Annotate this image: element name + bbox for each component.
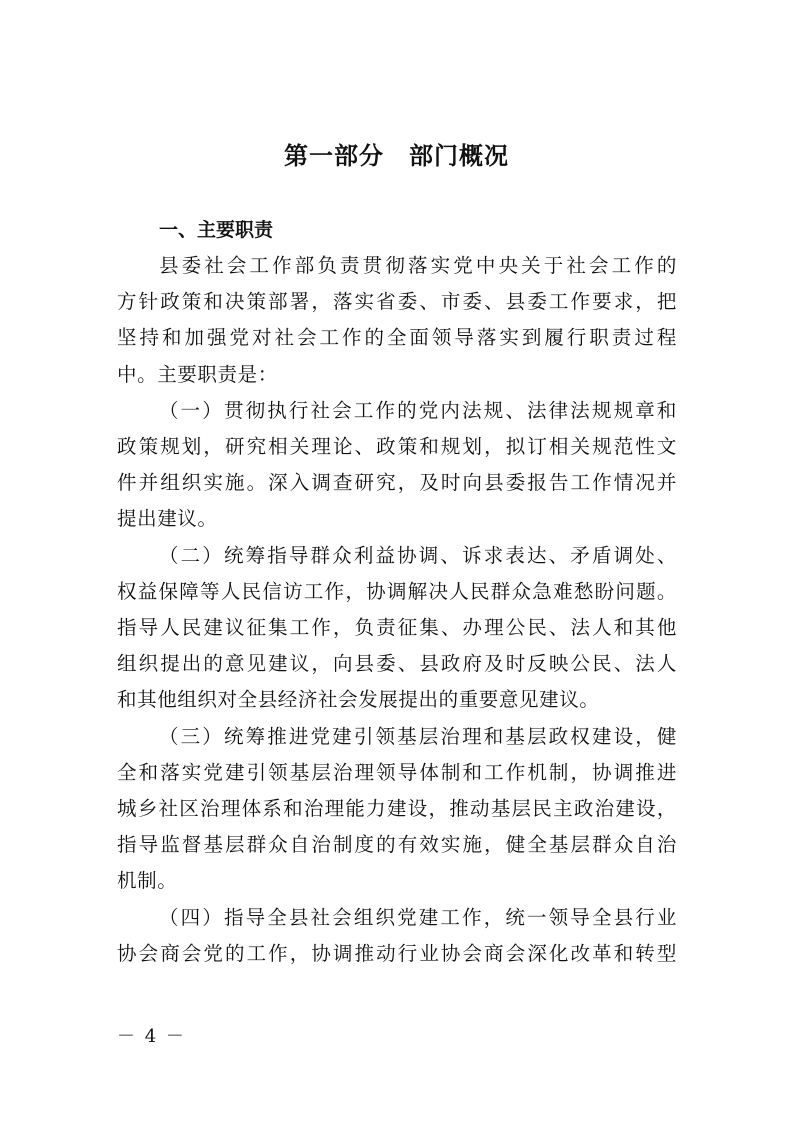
paragraph-line: 提出建议。 bbox=[117, 507, 218, 531]
paragraph-line: 权益保障等人民信访工作，协调解决人民群众急难愁盼问题。 bbox=[117, 579, 677, 603]
document-body bbox=[117, 212, 677, 972]
paragraph-line: 协会商会党的工作，协调推动行业协会商会深化改革和转型 bbox=[117, 941, 677, 965]
paragraph-line: 指导人民建议征集工作，负责征集、办理公民、法人和其他 bbox=[117, 616, 677, 640]
paragraph-line: 政策规划，研究相关理论、政策和规划，拟订相关规范性文 bbox=[117, 435, 677, 459]
paragraph-line: 城乡社区治理体系和治理能力建设，推动基层民主政治建设， bbox=[117, 797, 677, 821]
paragraph-line: 机制。 bbox=[117, 869, 178, 893]
paragraph-line: 坚持和加强党对社会工作的全面领导落实到履行职责过程 bbox=[117, 326, 677, 350]
paragraph-duty-1 bbox=[117, 393, 677, 538]
paragraph-line: 指导监督基层群众自治制度的有效实施，健全基层群众自治 bbox=[117, 833, 677, 857]
paragraph-duty-4 bbox=[117, 900, 677, 972]
paragraph-duty-2 bbox=[117, 538, 677, 719]
page-number: － 4 － bbox=[117, 1026, 186, 1047]
paragraph-intro bbox=[117, 248, 677, 393]
paragraph-line: （二）统筹指导群众利益协调、诉求表达、矛盾调处、 bbox=[159, 543, 677, 567]
paragraph-duty-3 bbox=[117, 719, 677, 900]
paragraph-line: 件并组织实施。深入调查研究，及时向县委报告工作情况并 bbox=[117, 471, 677, 495]
paragraph-line: （一）贯彻执行社会工作的党内法规、法律法规规章和 bbox=[159, 398, 677, 422]
paragraph-line: 县委社会工作部负责贯彻落实党中央关于社会工作的 bbox=[159, 254, 677, 277]
paragraph-line: （四）指导全县社会组织党建工作，统一领导全县行业 bbox=[159, 905, 677, 929]
page-title: 第一部分 部门概况 bbox=[284, 142, 509, 170]
paragraph-line: 中。主要职责是： bbox=[117, 362, 278, 386]
paragraph-line: 方针政策和决策部署，落实省委、市委、县委工作要求，把 bbox=[117, 290, 677, 314]
paragraph-line: 和其他组织对全县经济社会发展提出的重要意见建议。 bbox=[117, 688, 600, 712]
paragraph-line: （三）统筹推进党建引领基层治理和基层政权建设，健 bbox=[159, 724, 677, 748]
paragraph-line: 组织提出的意见建议，向县委、县政府及时反映公民、法人 bbox=[117, 652, 677, 676]
paragraph-line: 全和落实党建引领基层治理领导体制和工作机制，协调推进 bbox=[117, 760, 677, 784]
section-heading: 一、主要职责 bbox=[159, 219, 274, 241]
